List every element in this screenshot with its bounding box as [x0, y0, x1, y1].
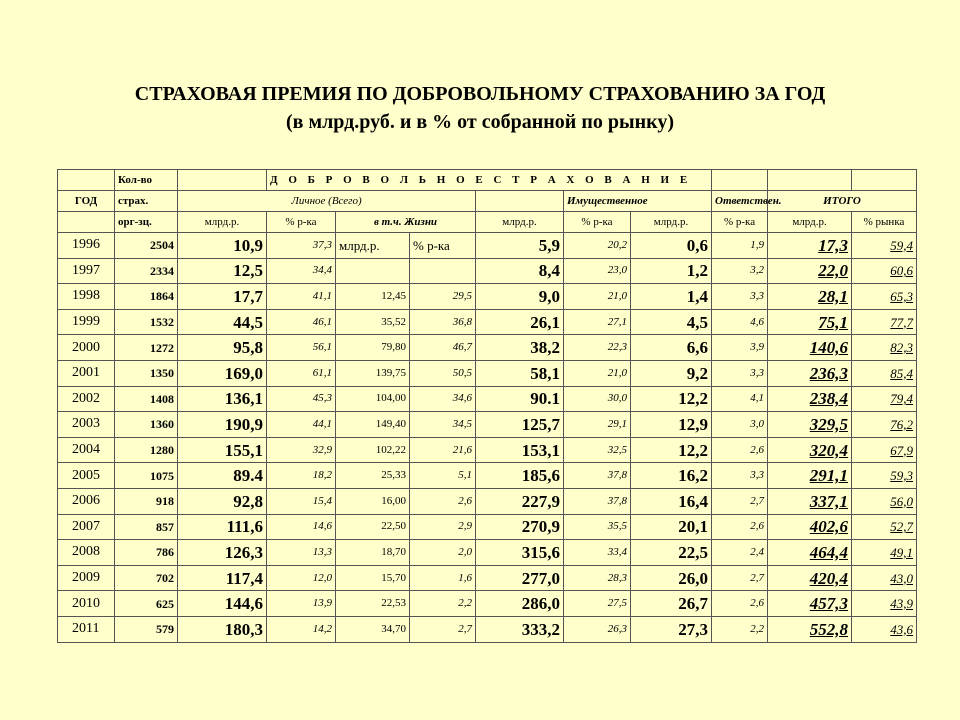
- life-pct: 1,6: [410, 565, 476, 591]
- market-pct: 59,3: [852, 463, 917, 489]
- imush-value: 333,2: [476, 616, 564, 642]
- imush-pct: 23,0: [564, 258, 631, 284]
- otv-pct: 2,6: [712, 591, 768, 617]
- header-otv-mlrd: млрд.р.: [631, 212, 712, 233]
- otv-pct: 2,6: [712, 514, 768, 540]
- year-cell: 2000: [58, 335, 115, 361]
- life-pct: 29,5: [410, 284, 476, 310]
- life-value: 15,70: [336, 565, 410, 591]
- lich-value: 144,6: [178, 591, 267, 617]
- table-row: [58, 463, 917, 489]
- life-value: 79,80: [336, 335, 410, 361]
- year-cell: 2001: [58, 360, 115, 386]
- imush-pct: 21,0: [564, 360, 631, 386]
- lich-value: 17,7: [178, 284, 267, 310]
- count-cell: 1272: [115, 335, 178, 361]
- imush-pct: 37,8: [564, 488, 631, 514]
- header-imush-pct: % р-ка: [564, 212, 631, 233]
- lich-pct: 13,9: [267, 591, 336, 617]
- imush-pct: 33,4: [564, 540, 631, 566]
- itog-value: 337,1: [768, 488, 852, 514]
- life-value: 149,40: [336, 412, 410, 438]
- imush-value: 315,6: [476, 540, 564, 566]
- lich-pct: 18,2: [267, 463, 336, 489]
- otv-pct: 3,2: [712, 258, 768, 284]
- lich-value: 117,4: [178, 565, 267, 591]
- otv-value: 20,1: [631, 514, 712, 540]
- itog-value: 22,0: [768, 258, 852, 284]
- header-row-3: [58, 212, 917, 233]
- itog-value: 464,4: [768, 540, 852, 566]
- lich-value: 89.4: [178, 463, 267, 489]
- table-row: [58, 616, 917, 642]
- lich-value: 180,3: [178, 616, 267, 642]
- otv-value: 9,2: [631, 360, 712, 386]
- imush-pct: 32,5: [564, 437, 631, 463]
- itog-value: 238,4: [768, 386, 852, 412]
- page-title: СТРАХОВАЯ ПРЕМИЯ ПО ДОБРОВОЛЬНОМУ СТРАХОВАНИЮ ЗА ГОД: [134, 83, 826, 105]
- otv-pct: 2,7: [712, 488, 768, 514]
- imush-value: 38,2: [476, 335, 564, 361]
- life-pct: % р-ка: [410, 233, 476, 259]
- table-row: [58, 360, 917, 386]
- imush-value: 125,7: [476, 412, 564, 438]
- life-pct: 2,7: [410, 616, 476, 642]
- imush-pct: 27,1: [564, 309, 631, 335]
- otv-value: 6,6: [631, 335, 712, 361]
- header-lich-mlrd: млрд.р.: [178, 212, 267, 233]
- header-otvetst: Ответствен.: [712, 191, 768, 212]
- itog-value: 420,4: [768, 565, 852, 591]
- otv-pct: 3,3: [712, 284, 768, 310]
- imush-pct: 28,3: [564, 565, 631, 591]
- header-vtch: в т.ч. Жизни: [336, 212, 476, 233]
- lich-value: 95,8: [178, 335, 267, 361]
- itog-value: 291,1: [768, 463, 852, 489]
- itog-value: 17,3: [768, 233, 852, 259]
- year-cell: 1998: [58, 284, 115, 310]
- table-row: [58, 514, 917, 540]
- table-row: [58, 565, 917, 591]
- life-value: млрд.р.: [336, 233, 410, 259]
- life-value: 18,70: [336, 540, 410, 566]
- year-cell: 2011: [58, 616, 115, 642]
- count-cell: 1350: [115, 360, 178, 386]
- table-row: [58, 540, 917, 566]
- imush-pct: 35,5: [564, 514, 631, 540]
- life-value: 34,70: [336, 616, 410, 642]
- imush-pct: 29,1: [564, 412, 631, 438]
- lich-value: 136,1: [178, 386, 267, 412]
- market-pct: 56,0: [852, 488, 917, 514]
- header-imush: Имущественное: [564, 191, 712, 212]
- life-pct: 21,6: [410, 437, 476, 463]
- imush-pct: 30,0: [564, 386, 631, 412]
- imush-value: 185,6: [476, 463, 564, 489]
- life-pct: 50,5: [410, 360, 476, 386]
- otv-pct: 2,2: [712, 616, 768, 642]
- life-pct: 34,5: [410, 412, 476, 438]
- imush-pct: 27,5: [564, 591, 631, 617]
- lich-pct: 46,1: [267, 309, 336, 335]
- imush-pct: 20,2: [564, 233, 631, 259]
- lich-value: 12,5: [178, 258, 267, 284]
- table-row: [58, 335, 917, 361]
- otv-value: 26,7: [631, 591, 712, 617]
- otv-value: 12,9: [631, 412, 712, 438]
- year-cell: 2003: [58, 412, 115, 438]
- imush-pct: 26,3: [564, 616, 631, 642]
- count-cell: 786: [115, 540, 178, 566]
- otv-pct: 2,7: [712, 565, 768, 591]
- year-cell: 1996: [58, 233, 115, 259]
- otv-pct: 3,0: [712, 412, 768, 438]
- year-cell: 2002: [58, 386, 115, 412]
- count-cell: 1075: [115, 463, 178, 489]
- table-row: [58, 309, 917, 335]
- lich-pct: 61,1: [267, 360, 336, 386]
- imush-value: 8,4: [476, 258, 564, 284]
- lich-pct: 14,2: [267, 616, 336, 642]
- itog-value: 236,3: [768, 360, 852, 386]
- lich-pct: 15,4: [267, 488, 336, 514]
- imush-pct: 37,8: [564, 463, 631, 489]
- lich-value: 155,1: [178, 437, 267, 463]
- itog-value: 552,8: [768, 616, 852, 642]
- market-pct: 79,4: [852, 386, 917, 412]
- header-kolvo: Кол-во: [115, 170, 178, 191]
- count-cell: 2334: [115, 258, 178, 284]
- imush-value: 270,9: [476, 514, 564, 540]
- count-cell: 2504: [115, 233, 178, 259]
- header-imush-mlrd: млрд.р.: [476, 212, 564, 233]
- imush-value: 286,0: [476, 591, 564, 617]
- year-cell: 2007: [58, 514, 115, 540]
- lich-pct: 44,1: [267, 412, 336, 438]
- life-value: 12,45: [336, 284, 410, 310]
- lich-value: 44,5: [178, 309, 267, 335]
- header-row-2: [58, 191, 917, 212]
- header-god: ГОД: [58, 191, 115, 212]
- life-value: 16,00: [336, 488, 410, 514]
- market-pct: 43,9: [852, 591, 917, 617]
- premium-table: [57, 169, 917, 643]
- imush-value: 90.1: [476, 386, 564, 412]
- header-strah: страх.: [115, 191, 178, 212]
- imush-value: 5,9: [476, 233, 564, 259]
- imush-pct: 22,3: [564, 335, 631, 361]
- count-cell: 579: [115, 616, 178, 642]
- lich-pct: 14,6: [267, 514, 336, 540]
- lich-value: 111,6: [178, 514, 267, 540]
- life-pct: 2,9: [410, 514, 476, 540]
- itog-value: 320,4: [768, 437, 852, 463]
- market-pct: 85,4: [852, 360, 917, 386]
- itog-value: 28,1: [768, 284, 852, 310]
- lich-pct: 34,4: [267, 258, 336, 284]
- imush-value: 227,9: [476, 488, 564, 514]
- life-pct: [410, 258, 476, 284]
- otv-value: 4,5: [631, 309, 712, 335]
- header-otv-pct: % р-ка: [712, 212, 768, 233]
- otv-value: 1,4: [631, 284, 712, 310]
- table-row: [58, 591, 917, 617]
- year-cell: 2010: [58, 591, 115, 617]
- otv-pct: 3,9: [712, 335, 768, 361]
- life-pct: 5,1: [410, 463, 476, 489]
- count-cell: 1864: [115, 284, 178, 310]
- life-pct: 36,8: [410, 309, 476, 335]
- life-value: 22,50: [336, 514, 410, 540]
- year-cell: 1997: [58, 258, 115, 284]
- market-pct: 43,0: [852, 565, 917, 591]
- market-pct: 52,7: [852, 514, 917, 540]
- market-pct: 77,7: [852, 309, 917, 335]
- lich-value: 169,0: [178, 360, 267, 386]
- otv-value: 26,0: [631, 565, 712, 591]
- header-itogo: ИТОГО: [768, 191, 917, 212]
- otv-pct: 3,3: [712, 463, 768, 489]
- year-cell: 2006: [58, 488, 115, 514]
- lich-pct: 13,3: [267, 540, 336, 566]
- otv-value: 22,5: [631, 540, 712, 566]
- header-lich-pct: % р-ка: [267, 212, 336, 233]
- table-row: [58, 437, 917, 463]
- life-pct: 2,0: [410, 540, 476, 566]
- lich-value: 10,9: [178, 233, 267, 259]
- life-value: 102,22: [336, 437, 410, 463]
- life-value: 104,00: [336, 386, 410, 412]
- life-value: 25,33: [336, 463, 410, 489]
- life-value: [336, 258, 410, 284]
- header-dobrovolnoe: Д О Б Р О В О Л Ь Н О Е С Т Р А Х О В А Н И Е: [267, 170, 712, 191]
- imush-value: 58,1: [476, 360, 564, 386]
- life-value: 35,52: [336, 309, 410, 335]
- life-pct: 2,6: [410, 488, 476, 514]
- lich-pct: 32,9: [267, 437, 336, 463]
- itog-value: 140,6: [768, 335, 852, 361]
- otv-value: 27,3: [631, 616, 712, 642]
- life-pct: 2,2: [410, 591, 476, 617]
- imush-value: 9,0: [476, 284, 564, 310]
- otv-value: 12,2: [631, 386, 712, 412]
- count-cell: 1532: [115, 309, 178, 335]
- itog-value: 75,1: [768, 309, 852, 335]
- imush-pct: 21,0: [564, 284, 631, 310]
- otv-pct: 3,3: [712, 360, 768, 386]
- count-cell: 1280: [115, 437, 178, 463]
- market-pct: 59,4: [852, 233, 917, 259]
- count-cell: 918: [115, 488, 178, 514]
- page-subtitle: (в млрд.руб. и в % от собранной по рынку): [285, 111, 675, 133]
- life-pct: 34,6: [410, 386, 476, 412]
- header-row-1: [58, 170, 917, 191]
- table-row: [58, 386, 917, 412]
- itog-value: 402,6: [768, 514, 852, 540]
- lich-pct: 41,1: [267, 284, 336, 310]
- otv-pct: 2,4: [712, 540, 768, 566]
- otv-value: 1,2: [631, 258, 712, 284]
- otv-pct: 2,6: [712, 437, 768, 463]
- count-cell: 857: [115, 514, 178, 540]
- life-value: 139,75: [336, 360, 410, 386]
- table-row: [58, 284, 917, 310]
- otv-pct: 1,9: [712, 233, 768, 259]
- otv-value: 0,6: [631, 233, 712, 259]
- count-cell: 1408: [115, 386, 178, 412]
- market-pct: 49,1: [852, 540, 917, 566]
- lich-pct: 45,3: [267, 386, 336, 412]
- otv-value: 12,2: [631, 437, 712, 463]
- life-pct: 46,7: [410, 335, 476, 361]
- imush-value: 26,1: [476, 309, 564, 335]
- lich-pct: 37,3: [267, 233, 336, 259]
- year-cell: 2005: [58, 463, 115, 489]
- lich-pct: 56,1: [267, 335, 336, 361]
- count-cell: 625: [115, 591, 178, 617]
- market-pct: 60,6: [852, 258, 917, 284]
- table-row: [58, 233, 917, 259]
- market-pct: 76,2: [852, 412, 917, 438]
- year-cell: 1999: [58, 309, 115, 335]
- table-row: [58, 258, 917, 284]
- imush-value: 277,0: [476, 565, 564, 591]
- market-pct: 65,3: [852, 284, 917, 310]
- market-pct: 43,6: [852, 616, 917, 642]
- market-pct: 82,3: [852, 335, 917, 361]
- lich-pct: 12,0: [267, 565, 336, 591]
- count-cell: 1360: [115, 412, 178, 438]
- header-pct-rynka: % рынка: [852, 212, 917, 233]
- year-cell: 2004: [58, 437, 115, 463]
- itog-value: 329,5: [768, 412, 852, 438]
- lich-value: 190,9: [178, 412, 267, 438]
- life-value: 22,53: [336, 591, 410, 617]
- otv-pct: 4,6: [712, 309, 768, 335]
- table-row: [58, 412, 917, 438]
- lich-value: 92,8: [178, 488, 267, 514]
- year-cell: 2009: [58, 565, 115, 591]
- header-itog-mlrd: млрд.р.: [768, 212, 852, 233]
- otv-value: 16,4: [631, 488, 712, 514]
- header-lichnoe: Личное (Всего): [178, 191, 476, 212]
- year-cell: 2008: [58, 540, 115, 566]
- lich-value: 126,3: [178, 540, 267, 566]
- itog-value: 457,3: [768, 591, 852, 617]
- market-pct: 67,9: [852, 437, 917, 463]
- otv-value: 16,2: [631, 463, 712, 489]
- otv-pct: 4,1: [712, 386, 768, 412]
- header-orgzc: орг-зц.: [115, 212, 178, 233]
- imush-value: 153,1: [476, 437, 564, 463]
- count-cell: 702: [115, 565, 178, 591]
- table-row: [58, 488, 917, 514]
